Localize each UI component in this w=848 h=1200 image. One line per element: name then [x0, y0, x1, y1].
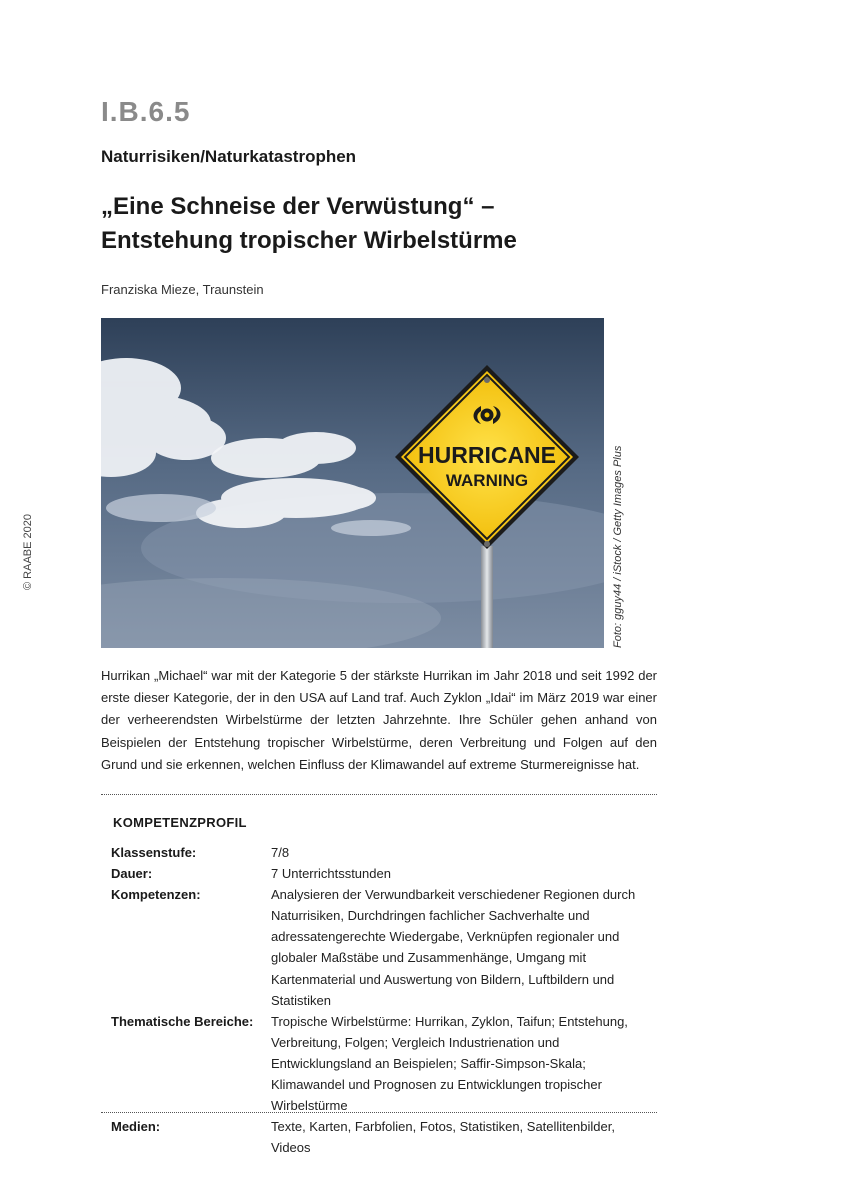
page-title — [101, 190, 701, 258]
sign-pole — [481, 546, 493, 648]
competence-profile-table — [111, 842, 657, 1158]
title-line-1: „Eine Schneise der Verwüstung“ – — [101, 193, 495, 220]
competence-profile-heading: KOMPETENZPROFIL — [113, 815, 247, 830]
profile-label: Klassenstufe: — [111, 845, 197, 860]
photo-credit: Foto: gguy44 / iStock / Getty Images Plus — [612, 445, 624, 648]
intro-paragraph: Hurrikan „Michael“ war mit der Kategorie 5 der stärkste Hurrikan im Jahr 2018 und seit 1992 der erste dieser Kategorie, der in den USA auf Land traf. Auch Zyklon „Idai“ im März 2019 war einer der verheerendsten Wirbelstürme der letzten Jahrzehnte. Ihre Schüler gehen anhand von Beispielen der Entstehung tropischer Wirbelstürme, deren Verbreitung und Folgen auf den Grund und sie erkennen, welchen Einfluss der Klimawandel auf extreme Sturmereignisse hat. — [101, 668, 657, 772]
photo-illustration — [101, 318, 604, 648]
divider-bottom — [101, 1112, 657, 1113]
profile-label: Dauer: — [111, 866, 153, 882]
profile-value: 7/8 — [271, 845, 290, 860]
profile-label: Thematische Bereiche: — [111, 1013, 254, 1029]
profile-value: 7 Unterrichtsstunden — [271, 866, 391, 882]
sign-text-warning: WARNING — [445, 471, 529, 490]
title-line-2: Entstehung tropischer Wirbelstürme — [101, 227, 517, 254]
topic-heading: Naturrisiken/Naturkatastrophen — [101, 147, 357, 166]
profile-value: Tropische Wirbelstürme: Hurrikan, Zyklon, Taifun; Entstehung, Verbreitung, Folgen; Vergleich Industrienation und Entwicklungsland an Beispielen; Saffir-Simpson-Skala; Klimawandel und Prognosen zu Entwicklungen tropischer Wirbelstürme — [271, 1013, 628, 1114]
profile-row-topics — [111, 1011, 657, 1116]
profile-row-competences — [111, 884, 657, 1011]
sign-text-hurricane: HURRICANE — [418, 442, 556, 468]
profile-row-grade — [111, 842, 657, 863]
hurricane-warning-photo — [101, 318, 604, 648]
profile-value: Texte, Karten, Farbfolien, Fotos, Statistiken, Satellitenbilder, Videos — [271, 1119, 615, 1156]
profile-row-media — [111, 1116, 657, 1158]
divider-top — [101, 794, 657, 795]
profile-label: Medien: — [111, 1119, 161, 1135]
copyright-notice: © RAABE 2020 — [22, 514, 34, 590]
author: Franziska Mieze, Traunstein — [101, 282, 264, 297]
profile-label: Kompetenzen: — [111, 887, 201, 903]
profile-row-duration — [111, 863, 657, 884]
section-code: I.B.6.5 — [101, 96, 191, 127]
profile-value: Analysieren der Verwundbarkeit verschiedener Regionen durch Naturrisiken, Durchdringen fachlicher Sachverhalte und adressatengerechte Wiedergabe, Verknüpfen regionaler und globaler Maßstäbe und Zusammenhänge, Umgang mit Kartenmaterial und Auswertung von Bildern, Luftbildern und Statistiken — [271, 887, 636, 1008]
